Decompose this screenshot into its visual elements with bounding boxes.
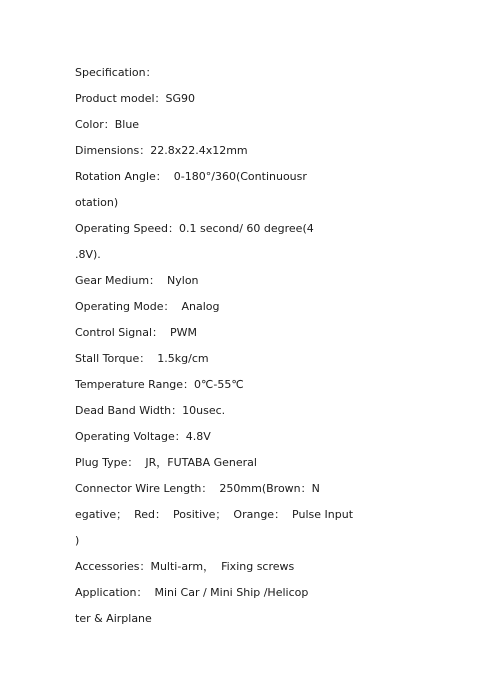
spec-plug-type: Plug Type： JR，FUTABA General (75, 456, 257, 469)
spec-control-signal: Control Signal： PWM (75, 326, 198, 339)
spec-dimensions: Dimensions：22.8x22.4x12mm (75, 144, 248, 157)
spec-accessories: Accessories：Multi-arm， Fixing screws (75, 560, 295, 573)
spec-connector-wire-length-cont: egative； Red： Positive； Orange： Pulse Input (75, 508, 354, 521)
spec-connector-wire-length: Connector Wire Length： 250mm(Brown：N (75, 482, 320, 495)
spec-operating-mode: Operating Mode： Analog (75, 300, 220, 313)
spec-application-cont: ter & Airplane (75, 612, 152, 625)
spec-heading: Specification： (75, 66, 157, 79)
spec-dead-band-width: Dead Band Width：10usec. (75, 404, 226, 417)
specification-document (75, 63, 475, 635)
spec-product-model: Product model：SG90 (75, 92, 196, 105)
spec-gear-medium: Gear Medium： Nylon (75, 274, 199, 287)
spec-color: Color：Blue (75, 118, 140, 131)
spec-operating-speed: Operating Speed：0.1 second/ 60 degree(4 (75, 222, 314, 235)
spec-connector-wire-length-end: ) (75, 534, 80, 547)
spec-stall-torque: Stall Torque： 1.5kg/cm (75, 352, 209, 365)
spec-temperature-range: Temperature Range：0℃-55℃ (75, 378, 244, 391)
spec-rotation-angle-cont: otation) (75, 196, 119, 209)
spec-operating-voltage: Operating Voltage：4.8V (75, 430, 211, 443)
spec-operating-speed-cont: .8V). (75, 248, 101, 261)
spec-application: Application： Mini Car / Mini Ship /Helicop (75, 586, 309, 599)
spec-rotation-angle: Rotation Angle： 0-180°/360(Continuousr (75, 170, 307, 183)
